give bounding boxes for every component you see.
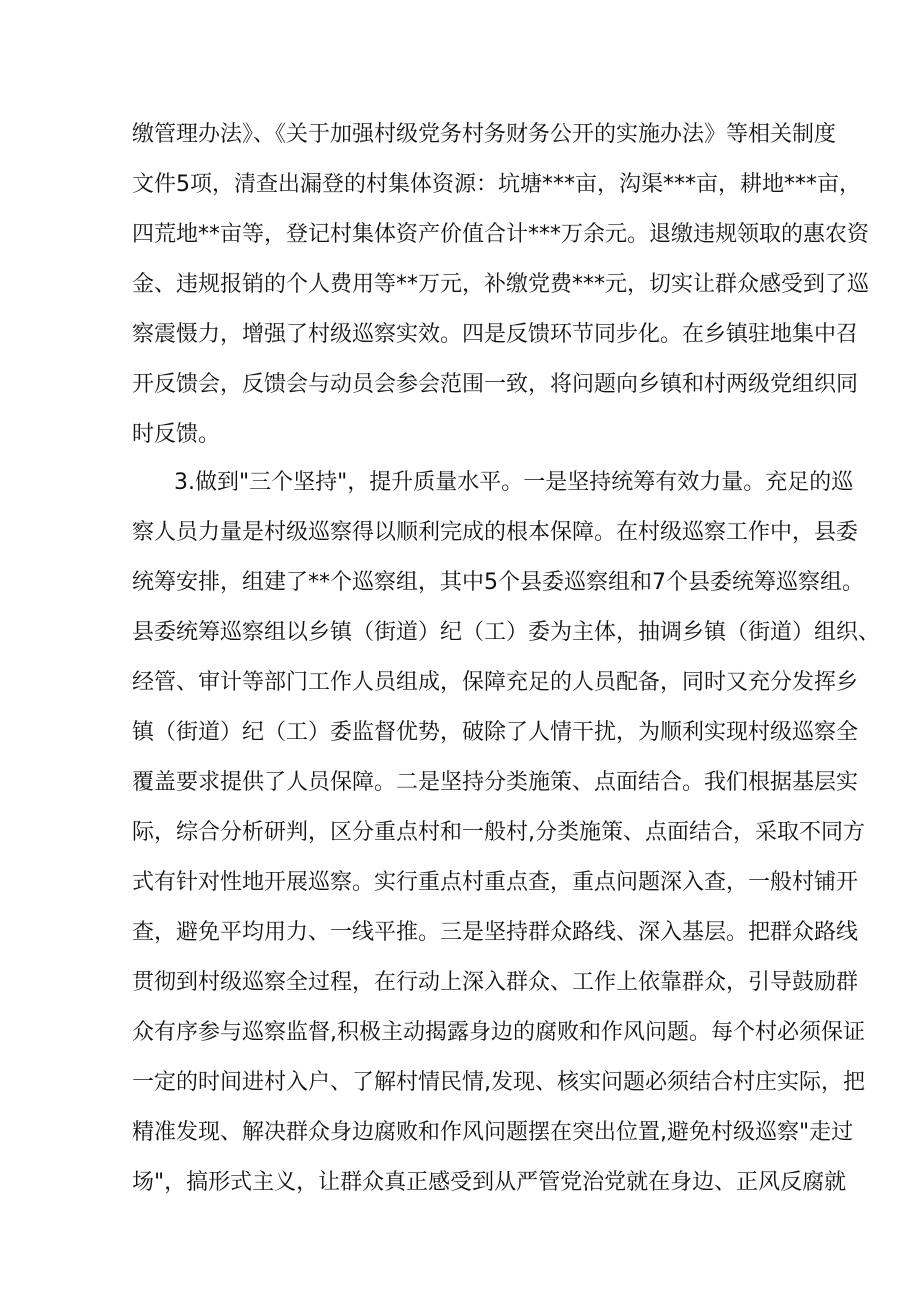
paragraph-2-line-4: 县委统筹巡察组以乡镇（街道）纪（工）委为主体，抽调乡镇（街道）组织、 bbox=[132, 620, 881, 645]
paragraph-2-line-11: 贯彻到村级巡察全过程，在行动上深入群众、工作上依靠群众，引导鼓励群 bbox=[132, 970, 859, 995]
paragraph-1-line-3: 四荒地**亩等，登记村集体资产价值合计***万余元。退缴违规领取的惠农资 bbox=[132, 222, 870, 247]
paragraph-1-line-4: 金、违规报销的个人费用等**万元，补缴党费***元，切实让群众感受到了巡 bbox=[132, 272, 870, 297]
paragraph-1-line-2: 文件5项，清查出漏登的村集体资源：坑塘***亩，沟渠***亩，耕地***亩， bbox=[132, 172, 861, 197]
paragraph-2-line-5: 经管、审计等部门工作人员组成，保障充足的人员配备，同时又充分发挥乡 bbox=[132, 670, 859, 695]
paragraph-2-line-2: 察人员力量是村级巡察得以顺利完成的根本保障。在村级巡察工作中，县委 bbox=[132, 520, 859, 545]
paragraph-1-line-6: 开反馈会，反馈会与动员会参会范围一致，将问题向乡镇和村两级党组织同 bbox=[132, 372, 859, 397]
paragraph-2-line-14: 精准发现、解决群众身边腐败和作风问题摆在突出位置,避免村级巡察"走过 bbox=[132, 1120, 854, 1145]
paragraph-2-line-8: 际，综合分析研判，区分重点村和一般村,分类施策、点面结合，采取不同方 bbox=[132, 820, 865, 845]
paragraph-2-line-13: 一定的时间进村入户、了解村情民情,发现、核实问题必须结合村庄实际，把 bbox=[132, 1070, 865, 1095]
paragraph-2-line-15: 场"，搞形式主义，让群众真正感受到从严管党治党就在身边、正风反腐就 bbox=[132, 1170, 847, 1195]
paragraph-2-line-1: 3.做到"三个坚持"，提升质量水平。一是坚持统筹有效力量。充足的巡 bbox=[174, 470, 854, 495]
paragraph-2-line-10: 查，避免平均用力、一线平推。三是坚持群众路线、深入基层。把群众路线 bbox=[132, 920, 859, 945]
paragraph-1-line-1: 缴管理办法》、《关于加强村级党务村务财务公开的实施办法》等相关制度 bbox=[132, 122, 837, 147]
paragraph-1-line-7: 时反馈。 bbox=[132, 422, 221, 447]
paragraph-1-line-5: 察震慑力，增强了村级巡察实效。四是反馈环节同步化。在乡镇驻地集中召 bbox=[132, 322, 859, 347]
paragraph-2-line-9: 式有针对性地开展巡察。实行重点村重点查，重点问题深入查，一般村铺开 bbox=[132, 870, 859, 895]
paragraph-2-line-3: 统筹安排，组建了**个巡察组，其中5个县委巡察组和7个县委统筹巡察组。 bbox=[132, 570, 864, 595]
paragraph-2-line-12: 众有序参与巡察监督,积极主动揭露身边的腐败和作风问题。每个村必须保证 bbox=[132, 1020, 865, 1045]
paragraph-2-line-6: 镇（街道）纪（工）委监督优势，破除了人情干扰，为顺利实现村级巡察全 bbox=[132, 720, 859, 745]
paragraph-2-line-7: 覆盖要求提供了人员保障。二是坚持分类施策、点面结合。我们根据基层实 bbox=[132, 770, 859, 795]
